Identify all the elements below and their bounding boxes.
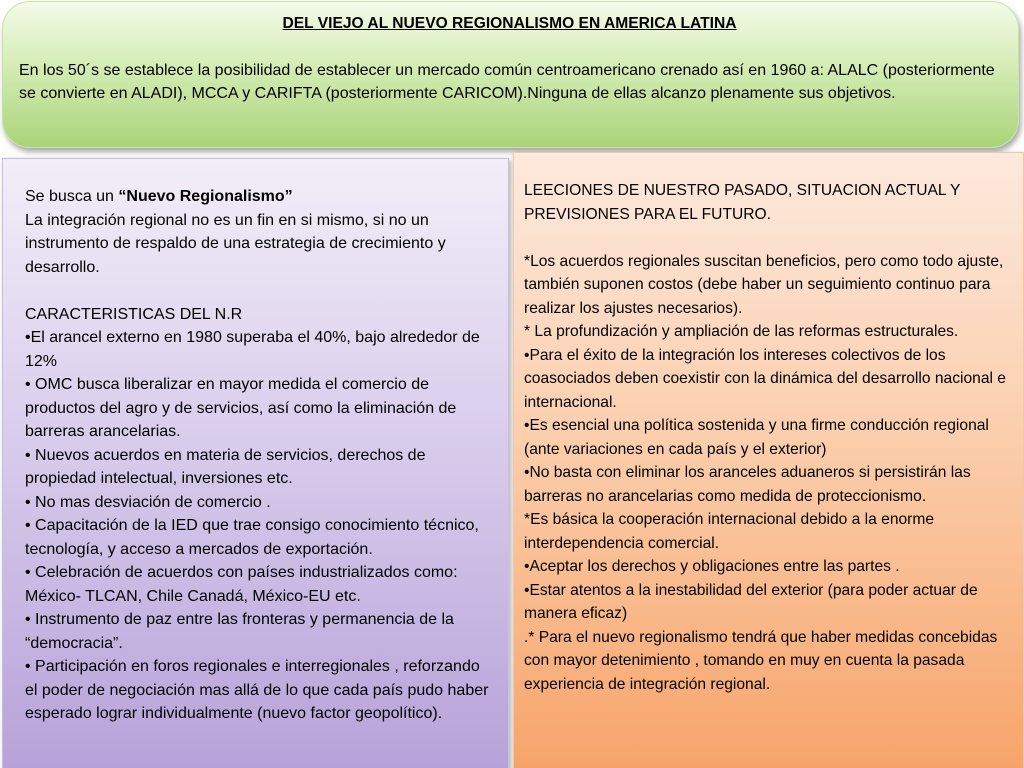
intro-text: La integración regional no es un fin en si mismo, si no un instrumento de respaldo de una estrategia de crecimiento y desarrollo.	[25, 211, 446, 276]
new-regionalism-box	[2, 158, 509, 768]
characteristic-item: •El arancel externo en 1980 superaba el 40%, bajo alrededor de 12%	[25, 329, 480, 370]
characteristic-item: • Nuevos acuerdos en materia de servicios, derechos de propiedad intelectual, inversiones etc.	[25, 446, 426, 487]
characteristic-item: • Participación en foros regionales e interregionales , reforzando el poder de negociación mas allá de lo que cada país pudo haber esperado lograr individualmente (nuevo factor geopolítico).	[25, 658, 489, 722]
new-regionalism-intro	[25, 185, 494, 209]
characteristic-item: • No mas desviación de comercio .	[25, 493, 271, 511]
lesson-item: •Aceptar los derechos y obligaciones entre las partes .	[524, 558, 900, 575]
characteristic-item: • OMC busca liberalizar en mayor medida el comercio de productos del agro y de servicios, así como la eliminación de barreras arancelarias.	[25, 376, 457, 440]
lesson-item: •Es esencial una política sostenida y una firme conducción regional (ante variaciones en cada país y el exterior)	[524, 417, 989, 458]
slide-title: DEL VIEJO AL NUEVO REGIONALISMO EN AMERICA LATINA	[282, 15, 737, 32]
top-summary-box	[2, 1, 1019, 148]
intro-bold-term: “Nuevo Regionalismo”	[118, 188, 293, 205]
lesson-item: •No basta con eliminar los aranceles aduaneros si persistirán las barreras no arancelarias como medida de proteccionismo.	[524, 464, 971, 505]
lesson-item: •Estar atentos a la inestabilidad del exterior (para poder actuar de manera eficaz)	[524, 581, 978, 622]
lesson-item: *Es básica la cooperación internacional debido a la enorme interdependencia comercial.	[524, 511, 935, 552]
intro-prefix: Se busca un	[25, 188, 119, 205]
intro-paragraph: En los 50´s se establece la posibilidad de establecer un mercado común centroamericano crenado así en 1960 a: ALALC (posteriormente se convierte en ALADI), MCCA y CARIFTA (posteriormente CARICOM).Ninguna de ellas alcanzo plenamente sus objetivos.	[19, 61, 995, 102]
characteristic-item: • Instrumento de paz entre las fronteras y permanencia de la “democracia”.	[25, 611, 454, 652]
lesson-item: •Para el éxito de la integración los intereses colectivos de los coasociados deben coexistir con la dinámica del desarrollo nacional e internacional.	[524, 346, 1006, 411]
lesson-item: * La profundización y ampliación de las reformas estructurales.	[524, 323, 959, 340]
spacer	[524, 226, 1013, 250]
lessons-heading: LEECIONES DE NUESTRO PASADO, SITUACION ACTUAL Y PREVISIONES PARA EL FUTURO.	[524, 182, 961, 223]
characteristic-item: • Celebración de acuerdos con países industrializados como: México- TLCAN, Chile Canadá, México-EU etc.	[25, 564, 458, 605]
lessons-box	[513, 152, 1024, 768]
characteristics-heading: CARACTERISTICAS DEL N.R	[25, 305, 243, 323]
lesson-item: .* Para el nuevo regionalismo tendrá que haber medidas concebidas con mayor detenimiento , tomando en muy en cuenta la pasada experiencia de integración regional.	[524, 628, 998, 693]
lesson-item: *Los acuerdos regionales suscitan beneficios, pero como todo ajuste, también suponen costos (debe haber un seguimiento continuo para realizar los ajustes necesarios).	[524, 252, 1004, 317]
characteristic-item: • Capacitación de la IED que trae consigo conocimiento técnico, tecnología, y acceso a mercados de exportación.	[25, 517, 479, 558]
spacer	[25, 279, 494, 303]
